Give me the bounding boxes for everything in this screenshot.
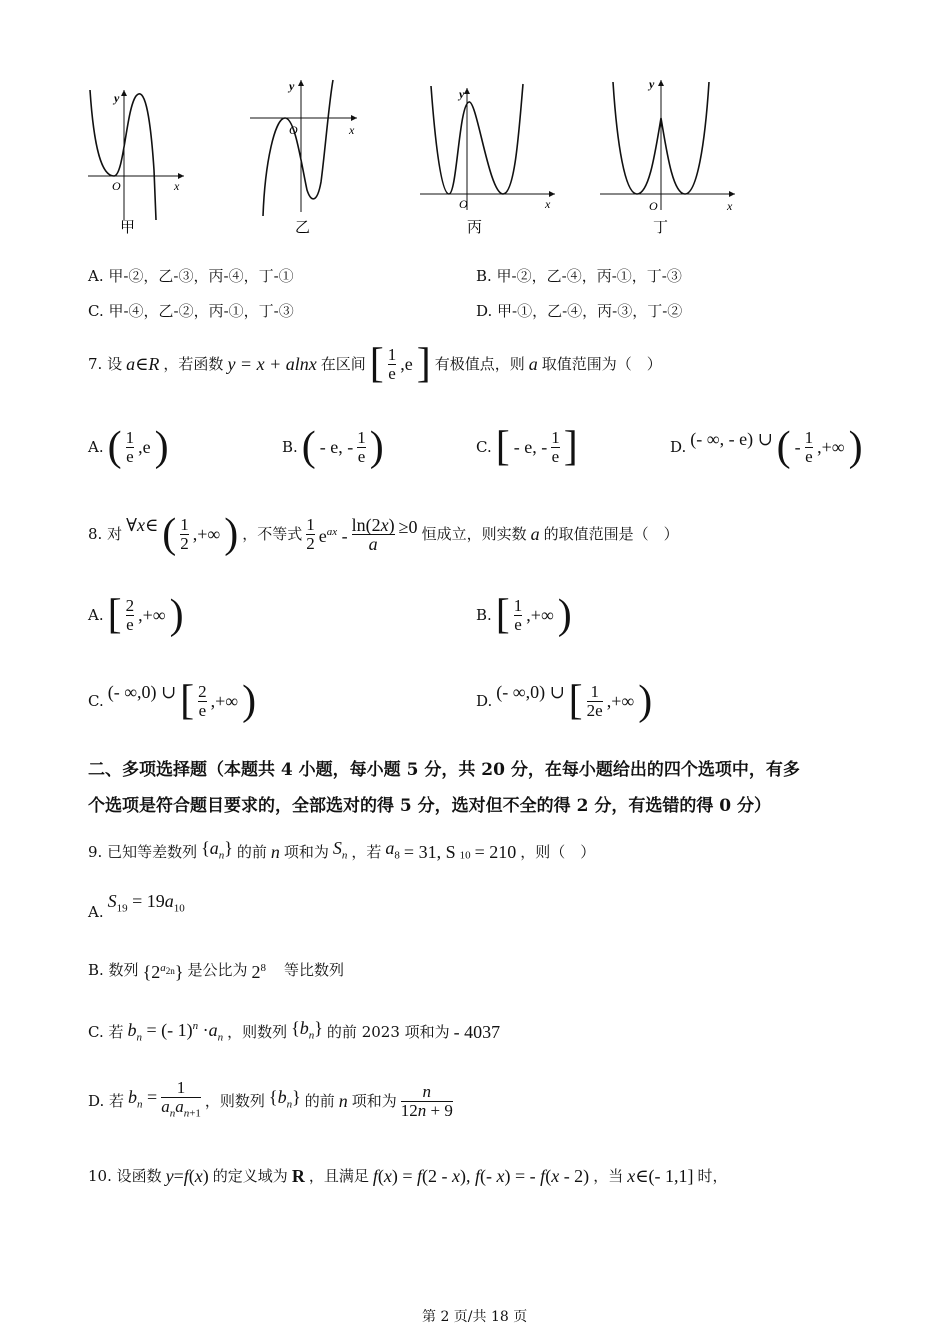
q6-option-d[interactable]: D. 甲-①，乙-④，丙-③，丁-②: [476, 302, 683, 320]
q9-option-b[interactable]: B. 数列 $\{2^{a_{2n}}\}$ 是公比为 $2^8$ 等比数列: [88, 961, 345, 982]
q7-text-3: 有极值点，则: [434, 355, 525, 373]
x-label: x: [174, 179, 180, 193]
section-2-heading-line-1: 二、多项选择题（本题共 4 小题，每小题 5 分，共 20 分，在每小题给出的四个选项中，有多: [88, 760, 800, 780]
q7-number: 7. 设: [88, 355, 123, 373]
q9-stem: 9. 已知等差数列 $\{a_n\}$ 的前 n 项和为 $S_n$ ，若 $a_8$ = 31, S $_{10}$ = 210 ，则（ ）: [88, 838, 596, 862]
graph-yi: [245, 72, 370, 240]
origin-label: O: [289, 123, 298, 137]
q10-stem: 10. 设函数 y=f(x) 的定义域为 R ，且满足 f(x) = f(2 - x), f(- x) = - f(x - 2) ，当 x∈(- 1,1] 时，: [88, 1166, 728, 1186]
curve: [90, 90, 156, 220]
q6-option-a[interactable]: A. 甲-②，乙-③，丙-④，丁-①: [88, 267, 294, 285]
q7-text-1: ，若函数: [163, 355, 224, 373]
q7-var: a: [528, 354, 538, 374]
q6-option-c[interactable]: C. 甲-④，乙-②，丙-①，丁-③: [88, 302, 294, 320]
section-2-heading-line-2: 个选项是符合题目要求的，全部选对的得 5 分，选对但不全的得 2 分，有选错的得 0 分）: [88, 796, 771, 816]
q9-option-a[interactable]: A. $S_{19} = 19a_{10}$: [88, 891, 185, 921]
q8-option-c[interactable]: C. (- ∞,0) ∪ [ $\frac{2}{e}$ ,+∞ ): [88, 678, 257, 724]
graph-ding: [595, 74, 745, 240]
q9-option-c[interactable]: C. 若 $b_n$ = (- $1)^n \cdot a_n$ ，则数列 $\{b_n\}$ 的前 2023 项和为 - 4037: [88, 1018, 501, 1044]
q7-option-b[interactable]: B. ( - e, - $\frac{1}{e}$ ): [282, 424, 384, 470]
q8-option-d[interactable]: D. (- ∞,0) ∪ [ $\frac{1}{2e}$ ,+∞ ): [476, 678, 653, 724]
y-label: y: [289, 79, 295, 93]
y-label: y: [114, 91, 120, 105]
q9-option-d[interactable]: D. 若 $b_n$ = $\frac{1}{a_na_{n+1}}$ ，则数列 $\{b_n\}$ 的前 n 项和为 $\frac{n}{12n + 9}$: [88, 1078, 453, 1120]
q8-option-a[interactable]: A. [ $\frac{2}{e}$ ,+∞ ): [88, 592, 184, 638]
q7-condition: a∈R: [126, 354, 160, 374]
graph-caption: 乙: [295, 220, 311, 236]
q8-stem: 8. 对 ∀x∈ ( $\frac{1}{2}$ ,+∞ ) ，不等式 $\frac{1}{2}$ $e^{ax}$ - $\frac{\ln(2x)}{a}$ ≥0 恒成立，则实数 a 的取值范围是（ ）: [88, 511, 679, 557]
q7-function: y = x + alnx: [227, 354, 317, 374]
q7-option-c[interactable]: C. [ - e, - $\frac{1}{e}$ ]: [476, 424, 578, 470]
graph-caption: 丙: [467, 220, 483, 236]
q8-option-b[interactable]: B. [ $\frac{1}{e}$ ,+∞ ): [476, 592, 572, 638]
q7-option-a[interactable]: A. ( $\frac{1}{e}$ ,e ): [88, 424, 169, 470]
graph-caption: 丁: [653, 220, 669, 236]
page-number: 第 2 页/共 18 页: [422, 1309, 528, 1325]
q7-option-d[interactable]: D. (- ∞, - e) ∪ ( - $\frac{1}{e}$ ,+∞ ): [670, 424, 863, 470]
q7-text-4: 取值范围为（ ）: [541, 355, 662, 373]
y-label: y: [459, 87, 465, 101]
graph-jia: [80, 80, 200, 240]
q8-text-2: 恒成立，则实数: [421, 525, 527, 543]
q8-var: a: [530, 524, 540, 544]
graph-caption: 甲: [120, 220, 136, 236]
graph-bing: [415, 80, 565, 240]
origin-label: O: [649, 199, 658, 213]
origin-label: O: [459, 197, 468, 211]
x-label: x: [545, 197, 551, 211]
y-label: y: [649, 77, 655, 91]
q8-number: 8. 对: [88, 525, 123, 543]
x-label: x: [349, 123, 355, 137]
q8-text-1: ，不等式: [242, 525, 303, 543]
curve: [431, 84, 523, 194]
q7-stem: 7. 设 a∈R ，若函数 y = x + alnx 在区间 [ $\frac{1}{e}$ ,e ] 有极值点，则 a 取值范围为（ ）: [88, 341, 662, 387]
curve: [263, 80, 333, 216]
q6-option-b[interactable]: B. 甲-②，乙-④，丙-①，丁-③: [476, 267, 682, 285]
origin-label: O: [112, 179, 121, 193]
x-label: x: [727, 199, 733, 213]
q8-text-3: 的取值范围是（ ）: [543, 525, 679, 543]
q7-text-2: 在区间: [320, 355, 366, 373]
